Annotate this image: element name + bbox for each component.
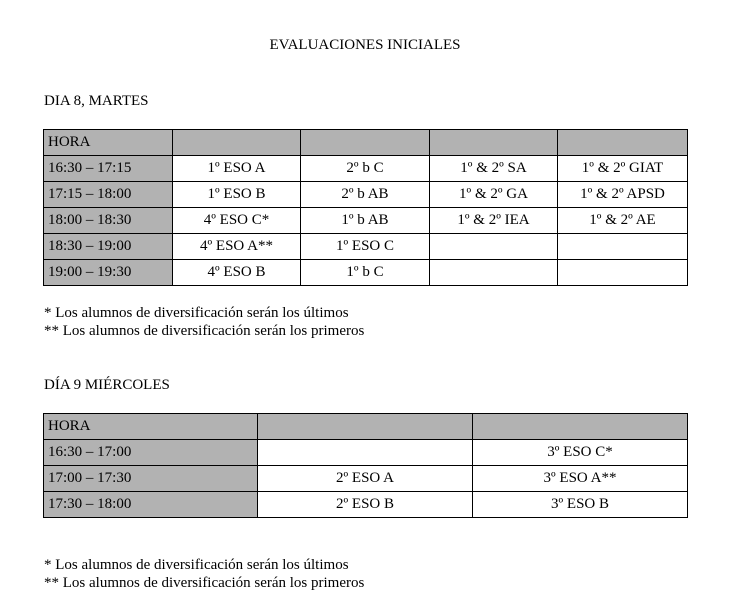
document-title: EVALUACIONES INICIALES bbox=[269, 37, 461, 53]
group-cell: 1º b AB bbox=[301, 208, 430, 234]
time-cell: 18:30 – 19:00 bbox=[44, 234, 173, 260]
group-cell: 1º ESO B bbox=[173, 182, 301, 208]
time-cell: 19:00 – 19:30 bbox=[44, 260, 173, 286]
group-cell: 3º ESO B bbox=[473, 492, 688, 518]
time-cell: 16:30 – 17:00 bbox=[44, 440, 258, 466]
day1-heading: DIA 8, MARTES bbox=[44, 93, 149, 109]
footnote-single-asterisk: * Los alumnos de diversificación serán los últimos bbox=[44, 305, 349, 321]
time-cell: 16:30 – 17:15 bbox=[44, 156, 173, 182]
group-cell bbox=[258, 440, 473, 466]
header-cell bbox=[258, 414, 473, 440]
group-cell: 2º ESO B bbox=[258, 492, 473, 518]
group-cell: 3º ESO A** bbox=[473, 466, 688, 492]
group-cell: 1º & 2º IEA bbox=[430, 208, 558, 234]
time-cell: 18:00 – 18:30 bbox=[44, 208, 173, 234]
time-cell: 17:30 – 18:00 bbox=[44, 492, 258, 518]
group-cell: 1º & 2º APSD bbox=[558, 182, 688, 208]
group-cell: 4º ESO B bbox=[173, 260, 301, 286]
group-cell: 4º ESO A** bbox=[173, 234, 301, 260]
group-cell bbox=[558, 234, 688, 260]
table-row bbox=[44, 440, 688, 466]
group-cell: 1º ESO C bbox=[301, 234, 430, 260]
group-cell bbox=[430, 234, 558, 260]
header-cell-hora: HORA bbox=[44, 130, 173, 156]
table-row bbox=[44, 492, 688, 518]
group-cell: 1º ESO A bbox=[173, 156, 301, 182]
header-cell bbox=[558, 130, 688, 156]
table-row bbox=[44, 234, 688, 260]
group-cell: 2º ESO A bbox=[258, 466, 473, 492]
header-cell bbox=[301, 130, 430, 156]
table-row bbox=[44, 208, 688, 234]
group-cell: 1º & 2º AE bbox=[558, 208, 688, 234]
group-cell: 1º b C bbox=[301, 260, 430, 286]
day2-heading: DÍA 9 MIÉRCOLES bbox=[44, 377, 170, 393]
group-cell: 1º & 2º GA bbox=[430, 182, 558, 208]
table-row bbox=[44, 156, 688, 182]
group-cell: 4º ESO C* bbox=[173, 208, 301, 234]
group-cell bbox=[558, 260, 688, 286]
time-cell: 17:00 – 17:30 bbox=[44, 466, 258, 492]
header-cell bbox=[430, 130, 558, 156]
day1-schedule-table bbox=[43, 129, 688, 286]
table-row bbox=[44, 466, 688, 492]
group-cell: 1º & 2º GIAT bbox=[558, 156, 688, 182]
table-row bbox=[44, 260, 688, 286]
group-cell: 3º ESO C* bbox=[473, 440, 688, 466]
group-cell: 2º b C bbox=[301, 156, 430, 182]
group-cell: 1º & 2º SA bbox=[430, 156, 558, 182]
header-cell-hora: HORA bbox=[44, 414, 258, 440]
header-cell bbox=[473, 414, 688, 440]
table-header-row bbox=[44, 130, 688, 156]
table-row bbox=[44, 182, 688, 208]
day2-schedule-table bbox=[43, 413, 688, 518]
group-cell: 2º b AB bbox=[301, 182, 430, 208]
footnote-single-asterisk: * Los alumnos de diversificación serán los últimos bbox=[44, 557, 349, 573]
footnote-double-asterisk: ** Los alumnos de diversificación serán los primeros bbox=[44, 323, 365, 339]
footnote-double-asterisk: ** Los alumnos de diversificación serán los primeros bbox=[44, 575, 365, 591]
group-cell bbox=[430, 260, 558, 286]
table-header-row bbox=[44, 414, 688, 440]
header-cell bbox=[173, 130, 301, 156]
time-cell: 17:15 – 18:00 bbox=[44, 182, 173, 208]
